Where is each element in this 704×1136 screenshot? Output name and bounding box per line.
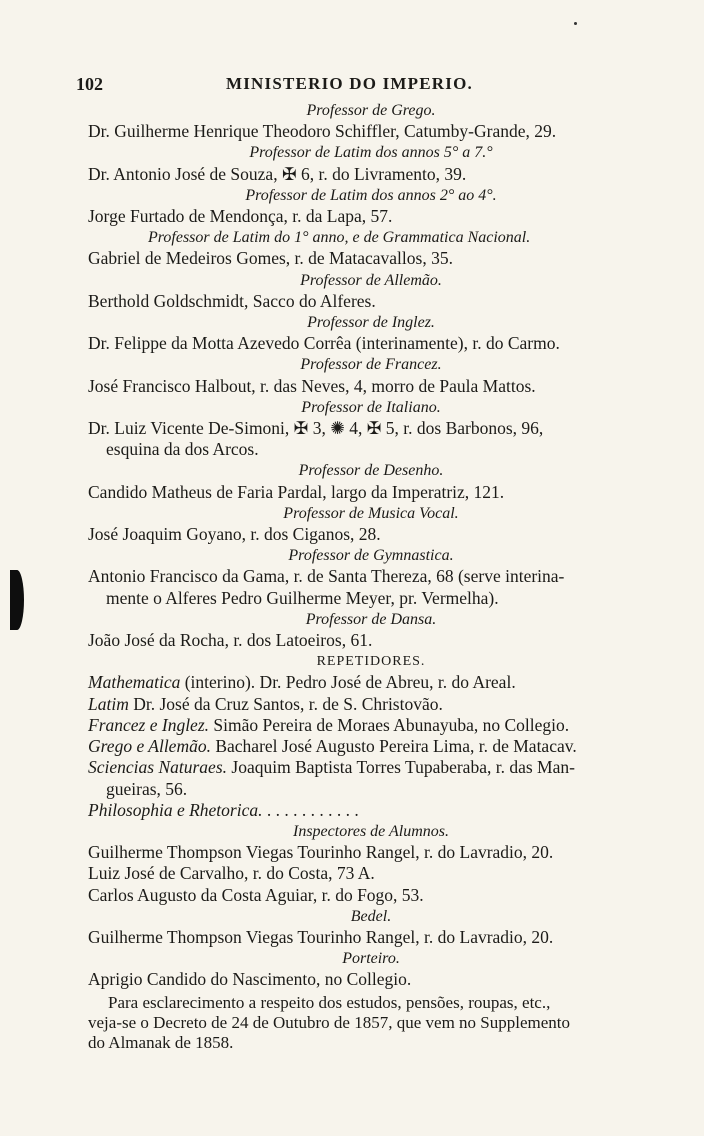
entry-continuation: mente o Alferes Pedro Guilherme Meyer, pr. Vermelha).	[106, 587, 499, 608]
section-heading: Bedel.	[350, 907, 392, 925]
directory-entry: Antonio Francisco da Gama, r. de Santa Thereza, 68 (serve interina-	[88, 566, 565, 587]
subject-label: Philosophia e Rhetorica.	[88, 799, 263, 820]
directory-entry: João José da Rocha, r. dos Latoeiros, 61.	[88, 630, 373, 651]
entry-text: Dr. José da Cruz Santos, r. de S. Christovão.	[128, 693, 443, 714]
section-heading: Professor de Latim dos annos 5° a 7.°	[249, 144, 493, 162]
directory-entry: Dr. Antonio José de Souza, ✠ 6, r. do Livramento, 39.	[88, 163, 467, 184]
section-heading: Professor de Latim dos annos 2° ao 4°.	[245, 186, 497, 204]
subject-label: Mathematica	[88, 672, 181, 693]
entry-text: Simão Pereira de Moraes Abunayuba, no Collegio.	[209, 714, 570, 735]
section-heading: Professor de Grego.	[306, 102, 436, 119]
section-heading: Professor de Dansa.	[305, 610, 437, 628]
directory-entry: Guilherme Thompson Viegas Tourinho Rangel, r. do Lavradio, 20.	[88, 842, 554, 863]
entry-continuation: esquina da dos Arcos.	[106, 439, 259, 460]
entry-text: Bacharel José Augusto Pereira Lima, r. de Matacav.	[210, 736, 577, 757]
directory-entry: Dr. Guilherme Henrique Theodoro Schiffler, Catumby-Grande, 29.	[88, 121, 557, 142]
entry-text: Joaquim Baptista Torres Tupaberaba, r. das Man-	[227, 757, 575, 778]
repetidor-entry	[88, 800, 654, 821]
entry-continuation: gueiras, 56.	[106, 778, 188, 799]
directory-entry: Guilherme Thompson Viegas Tourinho Rangel, r. do Lavradio, 20.	[88, 926, 554, 947]
directory-entry: Gabriel de Medeiros Gomes, r. de Matacavallos, 35.	[88, 248, 453, 269]
paragraph-line: Para esclarecimento a respeito dos estudos, pensões, roupas, etc.,	[108, 992, 551, 1012]
directory-entry: José Francisco Halbout, r. das Neves, 4, morro de Paula Mattos.	[88, 375, 536, 396]
entry-text: . . . . . . . . . . .	[262, 799, 359, 820]
section-heading: Porteiro.	[342, 950, 400, 968]
section-heading: Professor de Gymnastica.	[288, 547, 454, 565]
directory-entry: José Joaquim Goyano, r. dos Ciganos, 28.	[88, 524, 381, 545]
paragraph-line: do Almanak de 1858.	[88, 1032, 234, 1052]
subject-label: Sciencias Naturaes.	[88, 757, 228, 778]
repetidor-entry	[88, 672, 654, 693]
binding-edge-mark	[10, 570, 24, 630]
page-body	[88, 100, 654, 1053]
directory-entry: Dr. Luiz Vicente De-Simoni, ✠ 3, ✺ 4, ✠ 5, r. dos Barbonos, 96,	[88, 418, 544, 439]
subject-label: Grego e Allemão.	[88, 736, 211, 757]
section-heading: Professor de Desenho.	[298, 462, 444, 480]
repetidor-entry	[88, 694, 654, 715]
ink-speck	[574, 22, 577, 25]
repetidor-entry	[88, 757, 654, 778]
directory-entry: Luiz José de Carvalho, r. do Costa, 73 A.	[88, 863, 375, 884]
subject-label: Latim	[88, 693, 129, 714]
running-head: MINISTERIO DO IMPERIO.	[226, 74, 473, 93]
entry-text: (interino). Dr. Pedro José de Abreu, r. do Areal.	[180, 672, 516, 693]
directory-entry: Aprigio Candido do Nascimento, no Collegio.	[88, 969, 412, 990]
paragraph-line: veja-se o Decreto de 24 de Outubro de 1857, que vem no Supplemento	[88, 1012, 571, 1032]
section-heading: Professor de Italiano.	[301, 398, 441, 416]
repetidor-entry	[88, 715, 654, 736]
repetidor-entry	[88, 736, 654, 757]
section-heading: Professor de Latim do 1° anno, e de Grammatica Nacional.	[148, 229, 531, 247]
directory-entry: Carlos Augusto da Costa Aguiar, r. do Fogo, 53.	[88, 884, 424, 905]
section-heading: REPETIDORES.	[316, 654, 426, 670]
subject-label: Francez e Inglez.	[88, 714, 210, 735]
section-heading: Professor de Musica Vocal.	[283, 504, 459, 522]
directory-entry: Dr. Felippe da Motta Azevedo Corrêa (interinamente), r. do Carmo.	[88, 333, 560, 354]
directory-entry: Jorge Furtado de Mendonça, r. da Lapa, 57.	[88, 206, 393, 227]
page-header	[76, 74, 636, 98]
section-heading: Inspectores de Alumnos.	[293, 822, 449, 840]
section-heading: Professor de Allemão.	[300, 271, 442, 289]
footer-paragraph	[88, 993, 654, 1053]
page-number: 102	[76, 74, 103, 94]
directory-entry: Candido Matheus de Faria Pardal, largo da Imperatriz, 121.	[88, 481, 505, 502]
section-heading: Professor de Inglez.	[307, 314, 435, 332]
section-heading: Professor de Francez.	[300, 356, 442, 374]
directory-entry: Berthold Goldschmidt, Sacco do Alferes.	[88, 290, 376, 311]
